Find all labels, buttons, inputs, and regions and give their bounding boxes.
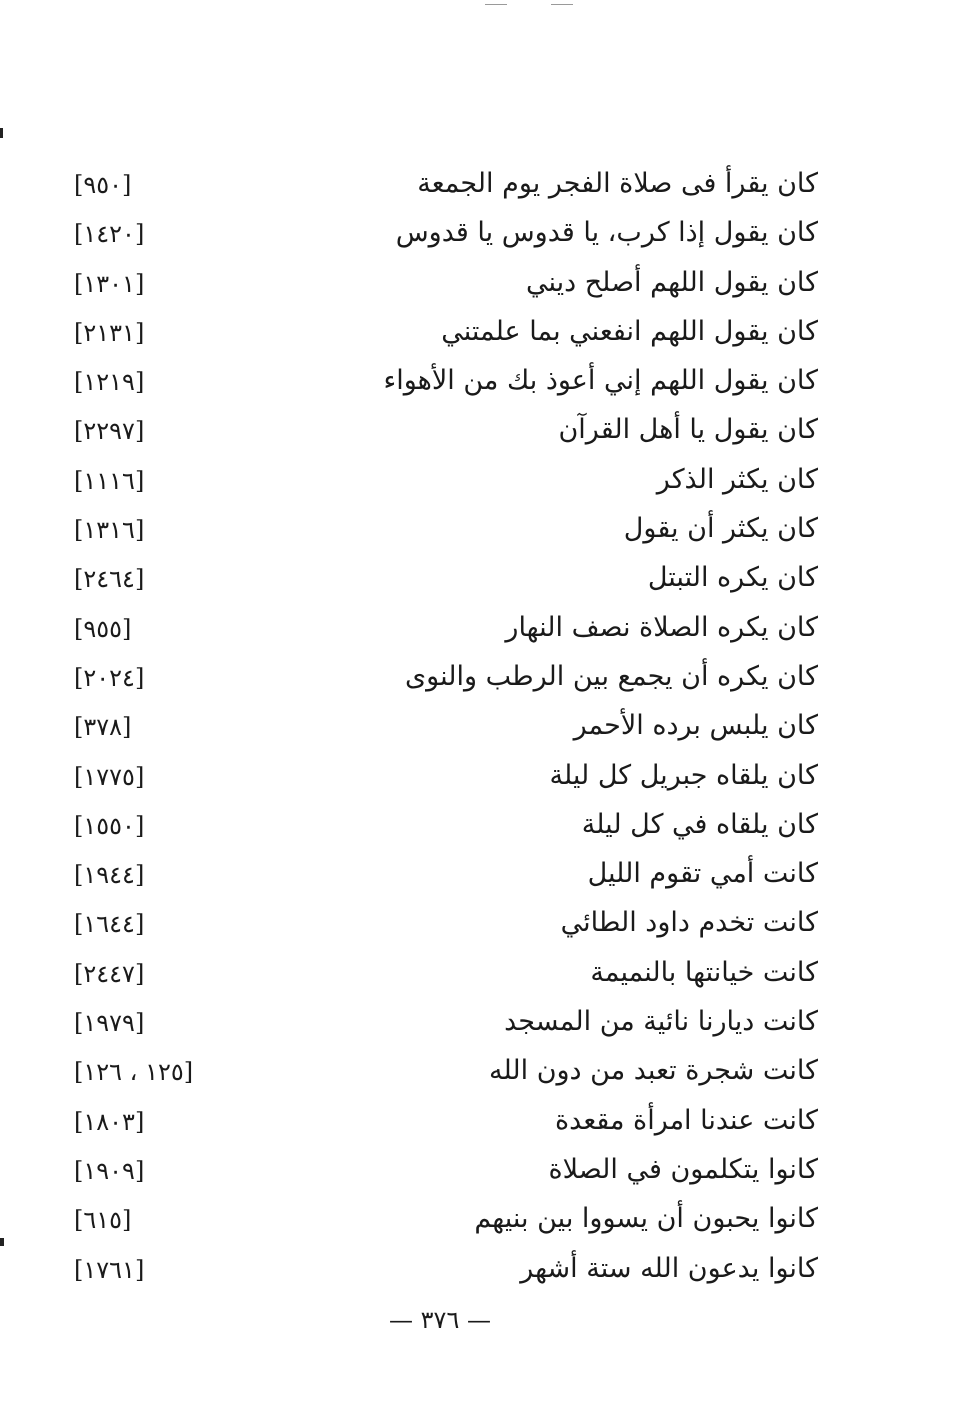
entry-reference: [١٨٠٣]	[74, 1107, 145, 1136]
entry-text: كانوا يتكلمون في الصلاة	[548, 1153, 818, 1185]
margin-speck-top	[0, 128, 3, 138]
entry-reference: [١٣٠١]	[74, 269, 145, 298]
index-entry	[60, 1195, 830, 1244]
index-entry	[60, 702, 830, 751]
entry-reference: [٣٧٨]	[74, 713, 132, 742]
index-entry	[60, 1097, 830, 1146]
index-entry	[60, 850, 830, 899]
entry-reference: [١٦٤٤]	[74, 910, 145, 939]
entry-reference: [٢١٣١]	[74, 318, 145, 347]
entry-reference: [١٥٥٠]	[74, 811, 145, 840]
index-entry	[60, 209, 830, 258]
entry-text: كان يقرأ فى صلاة الفجر يوم الجمعة	[417, 168, 818, 199]
entry-text: كان يلبس برده الأحمر	[573, 710, 818, 742]
index-entry	[60, 1146, 830, 1195]
entry-reference: [٢٠٢٤]	[74, 663, 145, 692]
entry-text: كانت تخدم داود الطائي	[560, 907, 818, 939]
entry-text: كان يقول اللهم انفعني بما علمتني	[441, 315, 818, 347]
index-entry	[60, 653, 830, 702]
entry-reference: [٦١٥]	[74, 1206, 132, 1235]
index-entry	[60, 554, 830, 603]
entry-reference: [١١١٦]	[74, 466, 145, 495]
index-entry	[60, 160, 830, 209]
entry-reference: [١٧٦١]	[74, 1255, 145, 1284]
margin-speck-bottom	[0, 1238, 4, 1246]
entry-reference: [١٤٢٠]	[74, 220, 145, 249]
entry-text: كان يقول اللهم أصلح ديني	[525, 266, 818, 298]
entry-text: كان يكره أن يجمع بين الرطب والنوى	[405, 660, 818, 692]
entry-text: كان يقول إذا كرب، يا قدوس يا قدوس	[395, 217, 818, 249]
entry-text: كان يلقاه في كل ليلة	[581, 808, 818, 840]
index-entry	[60, 949, 830, 998]
entry-text: كان يقول يا أهل القرآن	[558, 414, 818, 446]
entry-reference: [١٧٧٥]	[74, 762, 145, 791]
entry-text: كانت شجرة تعبد من دون الله	[488, 1055, 818, 1087]
top-edge-marks	[485, 4, 575, 8]
entry-text: كان يلقاه جبريل كل ليلة	[549, 759, 818, 791]
entry-reference: [٩٥٥]	[74, 614, 132, 643]
hadith-index-list	[60, 160, 830, 1294]
index-entry	[60, 899, 830, 948]
entry-reference: [٢٤٦٤]	[74, 565, 145, 594]
index-entry	[60, 1047, 830, 1096]
index-entry	[60, 505, 830, 554]
index-entry	[60, 604, 830, 653]
index-entry	[60, 801, 830, 850]
top-mark-left	[485, 4, 507, 5]
entry-reference: [٢٤٤٧]	[74, 959, 145, 988]
index-entry	[60, 998, 830, 1047]
index-entry	[60, 1245, 830, 1294]
entry-text: كانت أمي تقوم الليل	[587, 858, 818, 890]
entry-text: كان يكثر الذكر	[656, 463, 818, 495]
entry-text: كانت خيانتها بالنميمة	[590, 956, 818, 988]
index-entry	[60, 308, 830, 357]
index-entry	[60, 357, 830, 406]
entry-reference: [١٢٥ ، ١٢٦]	[74, 1058, 194, 1087]
page-number: — ٣٧٦ —	[389, 1306, 491, 1334]
entry-text: كان يكره الصلاة نصف النهار	[505, 611, 818, 643]
index-entry	[60, 456, 830, 505]
entry-text: كانوا يحبون أن يسووا بين بنيهم	[474, 1203, 818, 1235]
top-mark-right	[551, 4, 573, 5]
entry-text: كان يكثر أن يقول	[623, 513, 818, 545]
entry-text: كانت ديارنا نائية من المسجد	[504, 1006, 818, 1038]
entry-text: كانت عندنا امرأة مقعدة	[555, 1104, 818, 1136]
entry-text: كانوا يدعون الله ستة أشهر	[520, 1252, 818, 1284]
index-entry	[60, 259, 830, 308]
entry-reference: [٢٢٩٧]	[74, 417, 145, 446]
entry-reference: [١٩٤٤]	[74, 861, 145, 890]
index-entry	[60, 752, 830, 801]
index-entry	[60, 406, 830, 455]
entry-reference: [١٩٠٩]	[74, 1156, 145, 1185]
entry-text: كان يكره التبتل	[647, 562, 818, 594]
entry-reference: [١٢١٩]	[74, 368, 145, 397]
entry-reference: [١٣١٦]	[74, 516, 145, 545]
entry-text: كان يقول اللهم إني أعوذ بك من الأهواء	[383, 365, 818, 397]
entry-reference: [٩٥٠]	[74, 171, 132, 199]
entry-reference: [١٩٧٩]	[74, 1009, 145, 1038]
